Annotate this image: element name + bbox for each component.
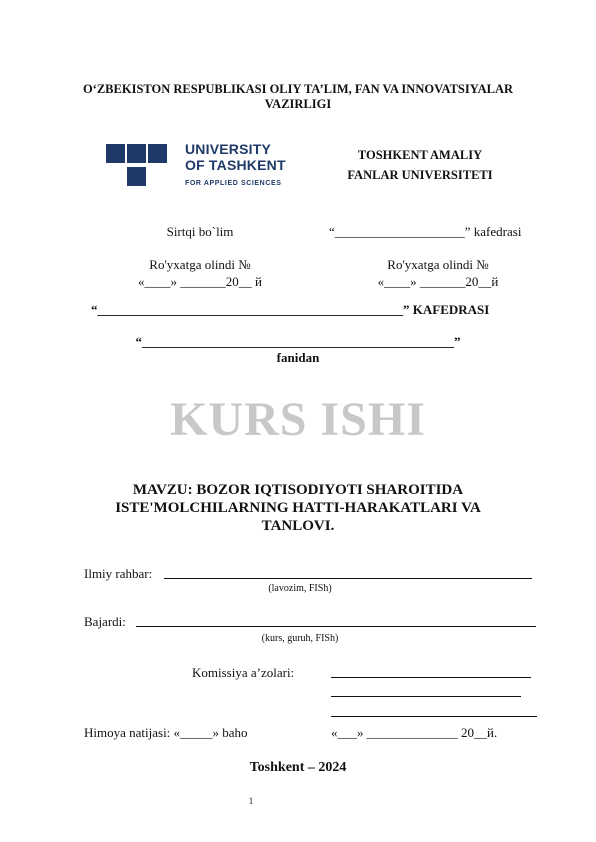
department-label: Sirtqi bo`lim (166, 224, 234, 239)
kafedra-blank: “____________________” kafedrasi (329, 224, 522, 239)
left-date: «____» _______20__ й (138, 274, 262, 289)
logo-square-icon (127, 144, 146, 163)
university-name-line2: FANLAR UNIVERSITETI (347, 168, 493, 182)
defense-result: Himoya natijasi: «_____» baho (84, 725, 248, 740)
logo-square-icon (148, 144, 167, 163)
city-year: Toshkent – 2024 (249, 760, 347, 775)
topic-title: MAVZU: BOZOR IQTISODIYOTI SHAROITIDA ISTE'MOLCHILARNING HATTI-HARAKATLARI VA TANLOVI. (115, 482, 481, 534)
student-line[interactable] (136, 626, 536, 627)
university-logo (106, 141, 286, 190)
right-registered: Ro'yxatga olindi № (387, 257, 489, 272)
work-type-title: KURS ISHI (170, 393, 426, 446)
university-name-line1: TOSHKENT AMALIY (357, 148, 483, 162)
student-label: Bajardi: (84, 614, 126, 629)
defense-date: «___» ______________ 20__й. (331, 725, 498, 740)
page-number: 1 (248, 796, 254, 806)
right-date: «____» _______20__й (377, 274, 499, 289)
student-hint: (kurs, guruh, FISh) (261, 633, 339, 644)
supervisor-hint: (lavozim, FISh) (268, 583, 332, 594)
commission-line-1[interactable] (331, 677, 531, 678)
subject-line: “________________________________________________” (135, 334, 461, 349)
logo-text-line2: OF TASHKENT (185, 157, 286, 173)
ministry-heading: O‘ZBEKISTON RESPUBLIKASI OLIY TA’LIM, FAN VA INNOVATSIYALAR VAZIRLIGI (82, 82, 514, 111)
logo-text-line1: UNIVERSITY (185, 141, 272, 157)
logo-square-icon (127, 167, 146, 186)
commission-label: Komissiya a’zolari: (192, 665, 295, 680)
logo-text-line3: FOR APPLIED SCIENCES (185, 180, 282, 187)
supervisor-line[interactable] (164, 578, 532, 579)
commission-line-3[interactable] (331, 716, 537, 717)
subject-caption: fanidan (276, 350, 320, 365)
kafedra-line: “_______________________________________________” KAFEDRASI (91, 302, 490, 317)
left-registered: Ro'yxatga olindi № (149, 257, 251, 272)
commission-line-2[interactable] (331, 696, 521, 697)
logo-square-icon (106, 144, 125, 163)
supervisor-label: Ilmiy rahbar: (84, 566, 153, 581)
